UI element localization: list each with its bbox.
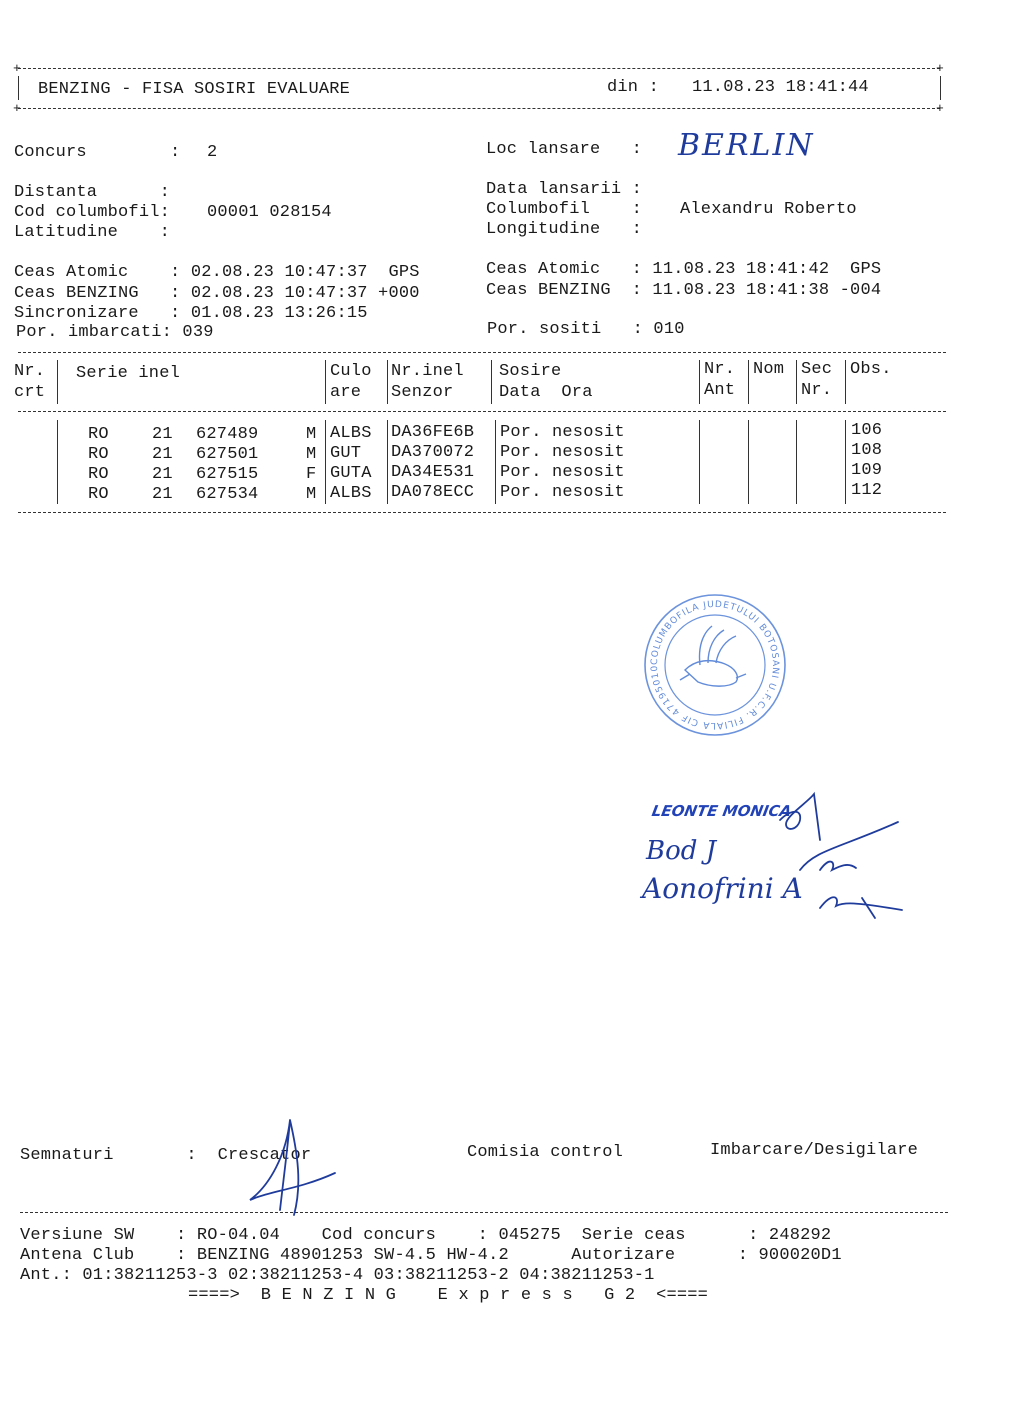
ceas-benzing-right: Ceas BENZING : 11.08.23 18:41:38 -004 <box>486 281 882 300</box>
col-header-serie-inel: Serie inel <box>76 364 181 383</box>
header-bottom-rule <box>18 108 940 109</box>
col-divider <box>845 360 846 404</box>
cod-columbofil-label: Cod columbofil: <box>14 203 171 222</box>
row-arrival: Por. nesosit <box>500 463 625 482</box>
svg-text:COLUMBOFILA JUDETULUI BOTOSANI <box>650 600 780 730</box>
row-sex: M <box>306 425 317 444</box>
col-header-crt: crt <box>14 383 46 402</box>
distanta-label: Distanta : <box>14 183 171 202</box>
semnaturi-label: Semnaturi : Crescator <box>20 1146 312 1165</box>
col-divider <box>57 360 58 404</box>
col-divider <box>57 420 58 504</box>
row-ring: 627501 <box>196 445 259 464</box>
benzing-banner: ====> B E N Z I N G E x p r e s s G 2 <==== <box>188 1286 709 1305</box>
row-year: 21 <box>152 485 173 504</box>
longitudine-label: Longitudine : <box>486 220 643 239</box>
concurs-value: 2 <box>207 143 218 162</box>
col-header-obs: Obs. <box>850 360 892 379</box>
row-country: RO <box>88 485 109 504</box>
col-divider <box>748 420 749 504</box>
row-color: ALBS <box>330 424 372 443</box>
col-header-nom: Nom <box>753 360 785 379</box>
corner-mark: + <box>13 61 21 76</box>
por-imbarcati: Por. imbarcati: 039 <box>16 323 214 342</box>
row-arrival: Por. nesosit <box>500 443 625 462</box>
row-country: RO <box>88 425 109 444</box>
comisia-control: Comisia control <box>467 1143 624 1162</box>
date-value: 11.08.23 18:41:44 <box>692 78 869 97</box>
col-divider <box>325 360 326 404</box>
col-header-senzor: Senzor <box>391 383 454 402</box>
concurs-label: Concurs : <box>14 143 181 162</box>
row-year: 21 <box>152 445 173 464</box>
col-header-culoare-1: Culo <box>330 362 372 381</box>
col-divider <box>491 360 492 404</box>
pigeon-icon <box>680 626 746 686</box>
row-arrival: Por. nesosit <box>500 423 625 442</box>
seal-ring-text: COLUMBOFILA JUDETULUI BOTOSANI U.F.C.R. FILIALA CIF 47195010 <box>649 599 781 731</box>
ceas-atomic-left: Ceas Atomic : 02.08.23 10:47:37 GPS <box>14 263 420 282</box>
col-header-nr: Nr. <box>14 362 46 381</box>
row-country: RO <box>88 445 109 464</box>
col-header-culoare-2: are <box>330 383 362 402</box>
footer-top-rule <box>20 1212 948 1213</box>
imbarcare-desigilare: Imbarcare/Desigilare <box>710 1141 919 1160</box>
col-divider <box>796 360 797 404</box>
row-obs: 108 <box>851 441 883 460</box>
row-ring: 627515 <box>196 465 259 484</box>
col-divider <box>325 420 326 504</box>
col-divider <box>748 360 749 404</box>
row-year: 21 <box>152 425 173 444</box>
corner-mark: + <box>936 101 944 116</box>
handwritten-signature-line-1: Bod J <box>646 836 717 866</box>
ceas-benzing-left: Ceas BENZING : 02.08.23 10:47:37 +000 <box>14 284 420 303</box>
col-header-sosire: Sosire <box>499 362 562 381</box>
row-year: 21 <box>152 465 173 484</box>
row-color: ALBS <box>330 484 372 503</box>
date-label: din : <box>607 78 660 97</box>
col-header-nr-ant-1: Nr. <box>704 360 736 379</box>
sincronizare: Sincronizare : 01.08.23 13:26:15 <box>14 304 368 323</box>
table-header-rule <box>18 411 946 412</box>
ceas-atomic-right: Ceas Atomic : 11.08.23 18:41:42 GPS <box>486 260 882 279</box>
cod-columbofil-value: 00001 028154 <box>207 203 332 222</box>
col-divider <box>387 360 388 404</box>
row-sex: M <box>306 485 317 504</box>
header-left-border <box>18 76 19 100</box>
corner-mark: + <box>13 101 21 116</box>
row-ring: 627534 <box>196 485 259 504</box>
row-obs: 112 <box>851 481 883 500</box>
col-divider <box>495 420 496 504</box>
col-divider <box>796 420 797 504</box>
row-ring: 627489 <box>196 425 259 444</box>
header-top-rule <box>18 68 940 69</box>
antene-list: Ant.: 01:38211253-3 02:38211253-4 03:38211253-2 04:38211253-1 <box>20 1266 655 1285</box>
col-divider <box>387 420 388 504</box>
club-seal-stamp <box>640 590 790 740</box>
col-divider <box>699 360 700 404</box>
row-color: GUTA <box>330 464 372 483</box>
row-country: RO <box>88 465 109 484</box>
row-obs: 109 <box>851 461 883 480</box>
row-sex: M <box>306 445 317 464</box>
page-title: BENZING - FISA SOSIRI EVALUARE <box>38 80 351 99</box>
table-top-rule <box>18 352 946 353</box>
handwritten-signature-strokes <box>640 790 910 920</box>
row-obs: 106 <box>851 421 883 440</box>
row-color: GUT <box>330 444 362 463</box>
row-sex: F <box>306 465 317 484</box>
crescator-signature <box>240 1115 350 1225</box>
col-header-nr-ant-2: Ant <box>704 381 736 400</box>
row-sensor: DA34E531 <box>391 463 475 482</box>
col-divider <box>699 420 700 504</box>
por-sositi: Por. sositi : 010 <box>487 320 685 339</box>
table-bottom-rule <box>18 512 946 513</box>
col-header-sec-1: Sec <box>801 360 833 379</box>
loc-lansare-label: Loc lansare : <box>486 140 643 159</box>
data-lansarii-label: Data lansarii : <box>486 180 643 199</box>
leonte-monica-stamp: LEONTE MONICA <box>650 802 793 820</box>
col-divider <box>845 420 846 504</box>
header-right-border <box>940 76 941 100</box>
row-sensor: DA36FE6B <box>391 423 475 442</box>
latitudine-label: Latitudine : <box>14 223 171 242</box>
col-header-data-ora: Data Ora <box>499 383 593 402</box>
row-arrival: Por. nesosit <box>500 483 625 502</box>
loc-lansare-handwritten: BERLIN <box>678 128 815 163</box>
col-header-nr-inel: Nr.inel <box>391 362 464 381</box>
handwritten-signature-line-2: Aonofrini A <box>642 872 803 905</box>
col-header-sec-2: Nr. <box>801 381 833 400</box>
columbofil-value: Alexandru Roberto <box>680 200 857 219</box>
corner-mark: + <box>936 61 944 76</box>
antena-club: Antena Club : BENZING 48901253 SW-4.5 HW-4.2 Autorizare : 900020D1 <box>20 1246 842 1265</box>
row-sensor: DA370072 <box>391 443 475 462</box>
versiune-sw: Versiune SW : RO-04.04 Cod concurs : 045275 Serie ceas : 248292 <box>20 1226 832 1245</box>
columbofil-label: Columbofil : <box>486 200 643 219</box>
row-sensor: DA078ECC <box>391 483 475 502</box>
